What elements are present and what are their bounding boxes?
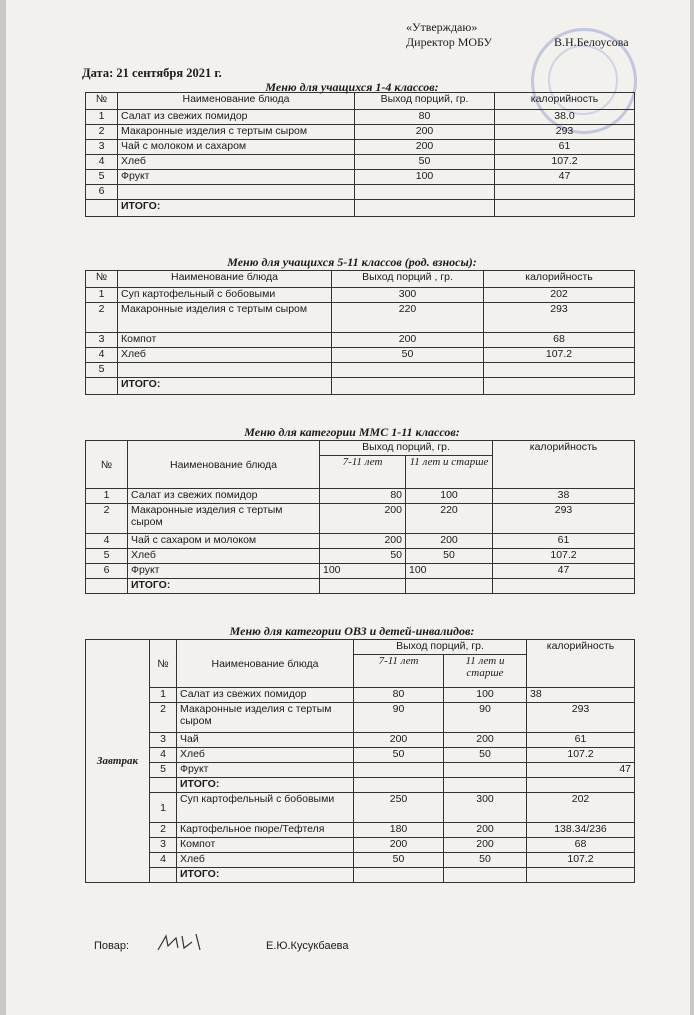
table1-caption: Меню для учащихся 1-4 классов: (265, 80, 439, 94)
portion-11-plus: 220 (406, 504, 493, 534)
dish-name: Картофельное пюре/Тефтеля (177, 823, 354, 838)
calories: 138.34/236 (527, 823, 635, 838)
header-cell: № (86, 93, 118, 110)
row-number: 2 (150, 823, 177, 838)
portion: 200 (355, 140, 495, 155)
calories (484, 363, 635, 378)
row-number: 4 (86, 534, 128, 549)
dish-name: Фрукт (118, 170, 355, 185)
row-number: 2 (86, 125, 118, 140)
row-number: 5 (86, 170, 118, 185)
row-number: 4 (86, 348, 118, 363)
dish-name (118, 363, 332, 378)
dish-name: Салат из свежих помидор (177, 688, 354, 703)
portion-7-11: 100 (320, 564, 406, 579)
calories (495, 185, 635, 200)
dish-name: Компот (177, 838, 354, 853)
calories: 293 (493, 504, 635, 534)
header-cell: Наименование блюда (118, 93, 355, 110)
portion-7-11: 250 (354, 793, 444, 823)
calories: 107.2 (484, 348, 635, 363)
header-cell: Выход порций, гр. (320, 441, 493, 456)
calories: 38.0 (495, 110, 635, 125)
meal-label: Завтрак (86, 640, 150, 883)
header-cell: калорийность (484, 271, 635, 288)
portion: 80 (355, 110, 495, 125)
portion-11-plus: 100 (444, 688, 527, 703)
total-label: ИТОГО: (128, 579, 320, 594)
portion-7-11: 200 (320, 504, 406, 534)
portion-11-plus: 50 (444, 748, 527, 763)
portion-7-11: 80 (354, 688, 444, 703)
calories: 47 (493, 564, 635, 579)
row-number: 1 (86, 288, 118, 303)
portion: 200 (355, 125, 495, 140)
row-number: 3 (150, 733, 177, 748)
portion-11-plus: 200 (444, 823, 527, 838)
table-row (86, 348, 635, 363)
portion-11-plus: 50 (444, 853, 527, 868)
dish-name: Макаронные изделия с тертым сыром (177, 703, 354, 733)
document-date: Дата: 21 сентября 2021 г. (82, 66, 222, 80)
dish-name: Суп картофельный с бобовыми (118, 288, 332, 303)
portion: 200 (332, 333, 484, 348)
dish-name: Чай с сахаром и молоком (128, 534, 320, 549)
row-number: 2 (86, 504, 128, 534)
calories: 293 (495, 125, 635, 140)
calories: 107.2 (495, 155, 635, 170)
calories: 293 (484, 303, 635, 333)
calories: 61 (527, 733, 635, 748)
dish-name: Салат из свежих помидор (118, 110, 355, 125)
table-row (86, 763, 635, 778)
row-number: 3 (150, 838, 177, 853)
total-row (86, 579, 635, 594)
header-cell: Наименование блюда (118, 271, 332, 288)
table2-caption: Меню для учащихся 5-11 классов (род. взносы): (227, 255, 477, 269)
portion: 50 (332, 348, 484, 363)
table-row (86, 125, 635, 140)
row-number: 4 (150, 853, 177, 868)
subheader-cell: 11 лет и старше (444, 655, 527, 688)
portion-7-11 (354, 763, 444, 778)
table-header (86, 441, 635, 456)
calories: 107.2 (527, 853, 635, 868)
dish-name: Компот (118, 333, 332, 348)
total-label: ИТОГО: (177, 778, 354, 793)
row-number: 4 (150, 748, 177, 763)
approve-label: «Утверждаю» (406, 20, 478, 34)
menu-table-5-11 (85, 270, 635, 395)
header-cell: калорийность (493, 441, 635, 489)
header-cell: № (86, 271, 118, 288)
portion-7-11: 50 (354, 853, 444, 868)
menu-table-ovz (85, 639, 635, 883)
calories: 202 (527, 793, 635, 823)
dish-name: Салат из свежих помидор (128, 489, 320, 504)
total-row (86, 378, 635, 395)
subheader-cell: 11 лет и старше (406, 456, 493, 489)
director-name: В.Н.Белоусова (554, 35, 629, 49)
portion: 220 (332, 303, 484, 333)
table-row (86, 534, 635, 549)
portion-11-plus (444, 763, 527, 778)
portion: 300 (332, 288, 484, 303)
dish-name: Хлеб (118, 155, 355, 170)
director-title: Директор МОБУ (406, 35, 492, 49)
table-row (86, 688, 635, 703)
table3-caption: Меню для категории ММС 1-11 классов: (244, 425, 460, 439)
portion (332, 363, 484, 378)
portion: 100 (355, 170, 495, 185)
dish-name: Макаронные изделия с тертым сыром (118, 303, 332, 333)
header-cell: Наименование блюда (128, 441, 320, 489)
table-row (86, 303, 635, 333)
row-number: 1 (150, 793, 177, 823)
menu-table-mms (85, 440, 635, 594)
dish-name: Хлеб (177, 748, 354, 763)
total-row (86, 868, 635, 883)
row-number: 5 (150, 763, 177, 778)
calories: 293 (527, 703, 635, 733)
row-number: 5 (86, 363, 118, 378)
table-header (86, 271, 635, 288)
portion-11-plus: 90 (444, 703, 527, 733)
total-label: ИТОГО: (177, 868, 354, 883)
header-cell: калорийность (495, 93, 635, 110)
dish-name: Фрукт (128, 564, 320, 579)
row-number: 3 (86, 333, 118, 348)
dish-name: Суп картофельный с бобовыми (177, 793, 354, 823)
portion-7-11: 50 (320, 549, 406, 564)
row-number: 4 (86, 155, 118, 170)
table-header (86, 93, 635, 110)
calories: 47 (495, 170, 635, 185)
row-number: 2 (86, 303, 118, 333)
calories: 107.2 (527, 748, 635, 763)
table-row (86, 363, 635, 378)
row-number: 6 (86, 564, 128, 579)
portion-11-plus: 50 (406, 549, 493, 564)
calories: 61 (495, 140, 635, 155)
header-cell: Выход порций , гр. (332, 271, 484, 288)
table-row (86, 155, 635, 170)
header-cell: Выход порций, гр. (354, 640, 527, 655)
portion-7-11: 80 (320, 489, 406, 504)
row-number: 3 (86, 140, 118, 155)
table-row (86, 564, 635, 579)
calories: 47 (527, 763, 635, 778)
table-row (86, 170, 635, 185)
portion-7-11: 200 (354, 838, 444, 853)
portion-11-plus: 100 (406, 564, 493, 579)
total-row (86, 778, 635, 793)
portion-7-11: 200 (320, 534, 406, 549)
portion-11-plus: 200 (444, 838, 527, 853)
table-row (86, 823, 635, 838)
calories: 38 (493, 489, 635, 504)
table-row (86, 185, 635, 200)
document-page (6, 0, 690, 1015)
portion (355, 185, 495, 200)
signature-mark (156, 932, 206, 954)
header-cell: № (150, 640, 177, 688)
dish-name: Фрукт (177, 763, 354, 778)
header-cell: калорийность (527, 640, 635, 688)
total-row (86, 200, 635, 217)
dish-name (118, 185, 355, 200)
dish-name: Хлеб (128, 549, 320, 564)
table-row (86, 288, 635, 303)
subheader-cell: 7-11 лет (354, 655, 444, 688)
table-row (86, 140, 635, 155)
portion-11-plus: 300 (444, 793, 527, 823)
row-number: 1 (86, 110, 118, 125)
row-number: 5 (86, 549, 128, 564)
row-number: 1 (86, 489, 128, 504)
table-row (86, 733, 635, 748)
row-number: 1 (150, 688, 177, 703)
table-row (86, 853, 635, 868)
table-row (86, 489, 635, 504)
dish-name: Хлеб (118, 348, 332, 363)
calories: 68 (527, 838, 635, 853)
header-cell: Наименование блюда (177, 640, 354, 688)
calories: 61 (493, 534, 635, 549)
table-row (86, 333, 635, 348)
table-row (86, 838, 635, 853)
total-label: ИТОГО: (118, 378, 332, 395)
calories: 107.2 (493, 549, 635, 564)
row-number: 2 (150, 703, 177, 733)
calories: 38 (527, 688, 635, 703)
portion-7-11: 50 (354, 748, 444, 763)
subheader-cell: 7-11 лет (320, 456, 406, 489)
header-cell: № (86, 441, 128, 489)
total-label: ИТОГО: (118, 200, 355, 217)
dish-name: Чай с молоком и сахаром (118, 140, 355, 155)
dish-name: Хлеб (177, 853, 354, 868)
portion-11-plus: 200 (406, 534, 493, 549)
table-row (86, 110, 635, 125)
table-row (86, 748, 635, 763)
portion-11-plus: 200 (444, 733, 527, 748)
row-number: 6 (86, 185, 118, 200)
table-row (86, 504, 635, 534)
portion-7-11: 200 (354, 733, 444, 748)
dish-name: Макаронные изделия с тертым сыром (118, 125, 355, 140)
calories: 202 (484, 288, 635, 303)
table-row (86, 549, 635, 564)
portion-7-11: 90 (354, 703, 444, 733)
table4-caption: Меню для категории ОВЗ и детей-инвалидов: (229, 624, 475, 638)
portion-7-11: 180 (354, 823, 444, 838)
cook-label: Повар: (94, 940, 130, 952)
dish-name: Макаронные изделия с тертым сыром (128, 504, 320, 534)
table-row (86, 793, 635, 823)
table-row (86, 703, 635, 733)
header-cell: Выход порций, гр. (355, 93, 495, 110)
table-header (86, 640, 635, 655)
calories: 68 (484, 333, 635, 348)
menu-table-1-4 (85, 92, 635, 217)
dish-name: Чай (177, 733, 354, 748)
portion-11-plus: 100 (406, 489, 493, 504)
portion: 50 (355, 155, 495, 170)
cook-name: Е.Ю.Кусукбаева (266, 940, 349, 952)
approval-block (406, 20, 629, 50)
